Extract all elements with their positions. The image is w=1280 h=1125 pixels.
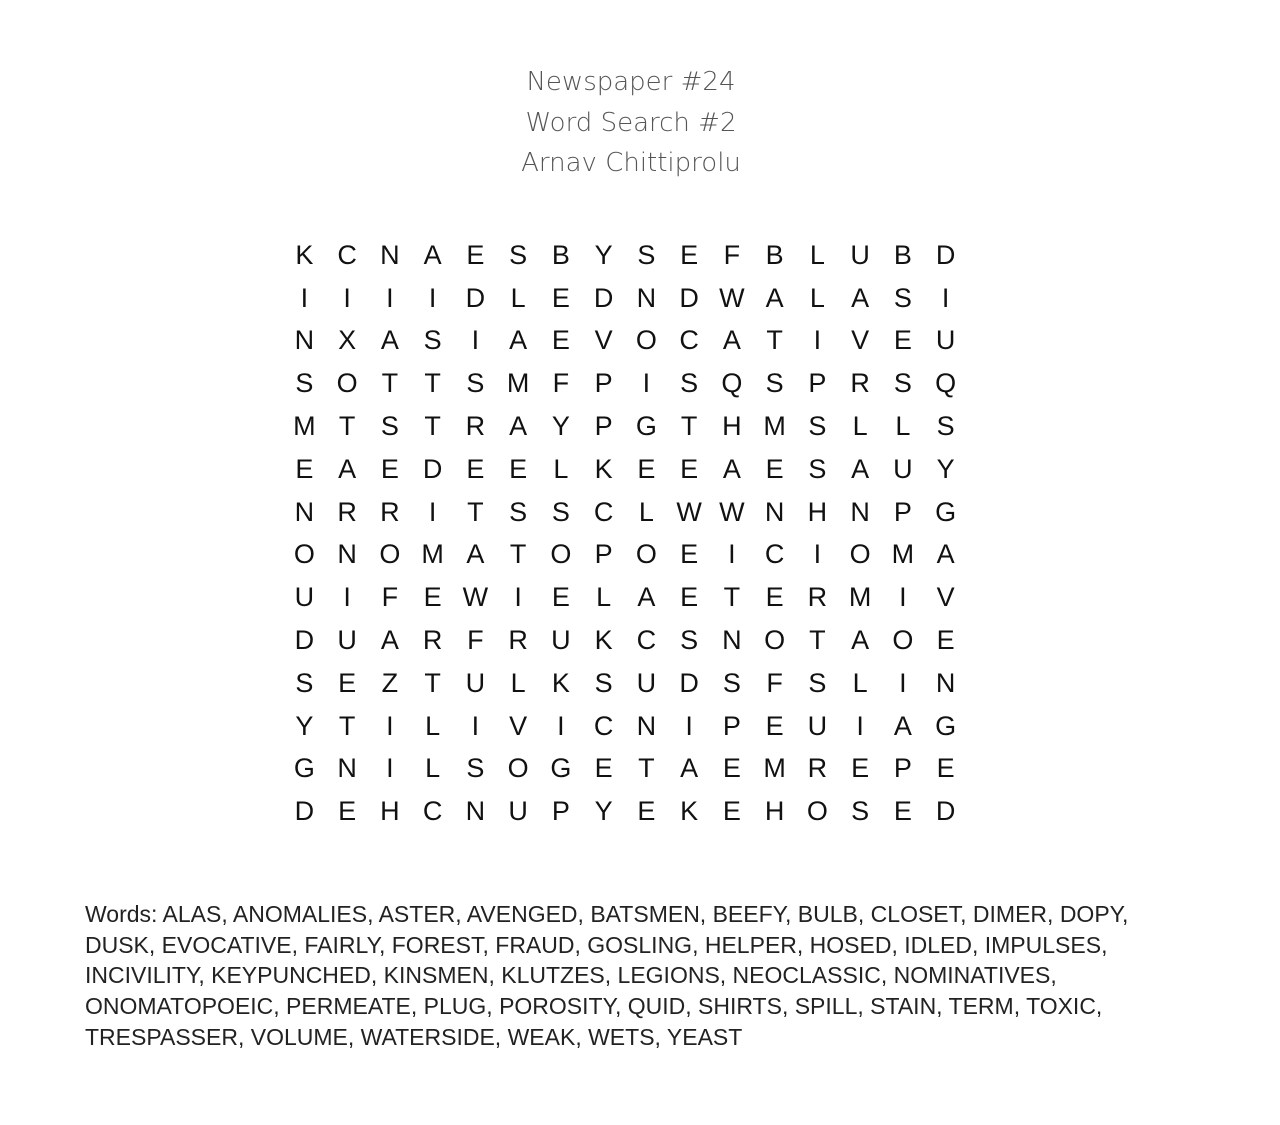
- grid-letter: E: [680, 582, 699, 613]
- grid-letter: A: [637, 582, 656, 613]
- grid-letter: S: [509, 496, 528, 527]
- grid-letter: S: [765, 368, 784, 399]
- grid-letter: N: [935, 667, 956, 698]
- grid-letter: I: [300, 282, 309, 313]
- grid-letter: S: [936, 411, 955, 442]
- grid-letter: K: [295, 239, 314, 270]
- grid-letter: L: [510, 667, 526, 698]
- grid-letter: L: [425, 710, 441, 741]
- grid-letter: U: [551, 625, 571, 656]
- grid-letter: S: [594, 667, 613, 698]
- grid-letter: A: [338, 453, 357, 484]
- grid-letter: N: [337, 753, 357, 784]
- grid-letter: R: [807, 582, 828, 613]
- grid-letter: A: [851, 282, 870, 313]
- grid-letter: I: [428, 282, 437, 313]
- grid-letter: S: [893, 368, 912, 399]
- grid-letter: L: [852, 411, 868, 442]
- grid-letter: T: [424, 667, 441, 698]
- grid-letter: P: [893, 753, 912, 784]
- grid-letter: R: [807, 753, 828, 784]
- grid-letter: L: [425, 753, 441, 784]
- grid-letter: K: [594, 453, 613, 484]
- grid-letter: E: [551, 282, 570, 313]
- grid-letter: G: [550, 753, 572, 784]
- grid-letter: Z: [381, 667, 399, 698]
- grid-letter: A: [509, 325, 528, 356]
- grid-letter: R: [850, 368, 870, 399]
- grid-letter: C: [636, 625, 657, 656]
- grid-letter: H: [807, 496, 828, 527]
- grid-letter: U: [508, 796, 528, 827]
- grid-letter: E: [722, 796, 741, 827]
- grid-letter: I: [856, 710, 864, 741]
- grid-letter: T: [338, 710, 356, 741]
- grid-letter: A: [380, 625, 399, 656]
- grid-letter: C: [337, 239, 357, 270]
- grid-letter: O: [507, 753, 529, 784]
- grid-letter: X: [338, 325, 357, 356]
- grid-letter: Y: [295, 710, 314, 741]
- grid-letter: S: [380, 411, 399, 442]
- grid-letter: O: [293, 539, 315, 570]
- grid-letter: M: [293, 411, 316, 442]
- grid-letter: E: [893, 796, 912, 827]
- grid-letter: N: [850, 496, 870, 527]
- grid-letter: A: [722, 453, 741, 484]
- grid-letter: I: [386, 710, 394, 741]
- grid-letter: A: [765, 282, 784, 313]
- grid-letter: T: [638, 753, 655, 784]
- grid-letter: I: [386, 282, 394, 313]
- grid-letter: O: [550, 539, 572, 570]
- grid-letter: O: [849, 539, 871, 570]
- grid-letter: F: [467, 625, 484, 656]
- grid-letter: E: [680, 539, 699, 570]
- grid-letter: G: [935, 496, 957, 527]
- grid-letter: M: [421, 539, 444, 570]
- grid-letter: E: [851, 753, 870, 784]
- grid-letter: L: [895, 411, 911, 442]
- grid-letter: P: [594, 368, 613, 399]
- grid-letter: C: [593, 710, 614, 741]
- grid-letter: D: [679, 282, 699, 313]
- grid-letter: L: [638, 496, 654, 527]
- grid-letter: B: [551, 239, 570, 270]
- grid-letter: E: [765, 710, 784, 741]
- grid-letter: M: [891, 539, 915, 570]
- grid-letter: I: [428, 496, 437, 527]
- grid-letter: U: [294, 582, 315, 613]
- grid-letter: E: [380, 453, 399, 484]
- grid-letter: W: [462, 582, 489, 613]
- grid-letter: P: [722, 710, 741, 741]
- grid-letter: S: [893, 282, 912, 313]
- grid-letter: R: [508, 625, 528, 656]
- grid-letter: E: [295, 453, 314, 484]
- grid-letter: O: [764, 625, 786, 656]
- grid-letter: E: [594, 753, 613, 784]
- grid-letter: N: [764, 496, 785, 527]
- grid-letter: C: [422, 796, 443, 827]
- grid-letter: N: [380, 239, 400, 270]
- grid-row: [283, 448, 967, 491]
- grid-row: [283, 534, 967, 577]
- grid-letter: D: [465, 282, 486, 313]
- grid-letter: T: [338, 411, 356, 442]
- grid-letter: V: [594, 325, 613, 356]
- grid-letter: O: [336, 368, 358, 399]
- grid-letter: I: [471, 710, 480, 741]
- grid-letter: S: [551, 496, 570, 527]
- grid-letter: S: [295, 667, 314, 698]
- newspaper-issue-title: Newspaper #24: [526, 67, 736, 97]
- grid-letter: E: [637, 796, 656, 827]
- grid-letter: Y: [594, 239, 613, 270]
- grid-letter: A: [380, 325, 399, 356]
- grid-letter: E: [680, 453, 699, 484]
- grid-letter: S: [509, 239, 528, 270]
- grid-letter: T: [723, 582, 741, 613]
- grid-letter: O: [635, 539, 657, 570]
- grid-letter: E: [680, 239, 699, 270]
- grid-letter: I: [899, 582, 907, 613]
- grid-letter: E: [936, 625, 955, 656]
- grid-row: [283, 362, 967, 405]
- grid-letter: E: [338, 667, 357, 698]
- grid-letter: C: [764, 539, 785, 570]
- grid-letter: E: [765, 453, 784, 484]
- grid-letter: G: [935, 710, 957, 741]
- puzzle-header: [0, 62, 1262, 184]
- grid-letter: H: [380, 796, 400, 827]
- grid-row: [283, 748, 967, 791]
- grid-letter: A: [851, 453, 870, 484]
- grid-letter: S: [851, 796, 870, 827]
- grid-letter: N: [465, 796, 486, 827]
- grid-letter: B: [765, 239, 784, 270]
- grid-letter: N: [294, 496, 315, 527]
- grid-letter: I: [899, 667, 907, 698]
- grid-letter: I: [386, 753, 394, 784]
- grid-letter: T: [424, 411, 441, 442]
- grid-letter: H: [722, 411, 742, 442]
- grid-letter: B: [893, 239, 912, 270]
- grid-letter: A: [851, 625, 870, 656]
- grid-letter: S: [423, 325, 442, 356]
- grid-letter: F: [552, 368, 570, 399]
- grid-letter: T: [381, 368, 399, 399]
- grid-letter: C: [679, 325, 699, 356]
- grid-letter: O: [806, 796, 828, 827]
- grid-letter: A: [893, 710, 912, 741]
- grid-letter: D: [679, 667, 699, 698]
- grid-letter: P: [808, 368, 827, 399]
- grid-letter: G: [293, 753, 315, 784]
- grid-letter: E: [551, 582, 570, 613]
- grid-letter: P: [551, 796, 570, 827]
- grid-letter: U: [337, 625, 357, 656]
- grid-letter: S: [295, 368, 314, 399]
- grid-letter: R: [465, 411, 486, 442]
- grid-letter: L: [596, 582, 612, 613]
- grid-letter: E: [423, 582, 442, 613]
- grid-row: [283, 619, 967, 662]
- grid-letter: S: [722, 667, 741, 698]
- grid-letter: D: [593, 282, 614, 313]
- grid-letter: O: [635, 325, 657, 356]
- grid-letter: W: [676, 496, 702, 527]
- grid-letter: E: [466, 239, 485, 270]
- grid-letter: N: [636, 282, 657, 313]
- grid-letter: A: [423, 239, 442, 270]
- grid-letter: M: [763, 753, 786, 784]
- grid-letter: O: [379, 539, 401, 570]
- grid-letter: M: [506, 368, 530, 399]
- grid-letter: V: [851, 325, 870, 356]
- grid-letter: N: [722, 625, 742, 656]
- grid-letter: U: [850, 239, 870, 270]
- grid-letter: Q: [721, 368, 743, 399]
- grid-letter: I: [642, 368, 651, 399]
- grid-letter: Y: [551, 411, 570, 442]
- grid-row: [283, 705, 967, 748]
- grid-letter: L: [809, 239, 825, 270]
- grid-letter: N: [294, 325, 315, 356]
- grid-letter: E: [722, 753, 741, 784]
- grid-letter: I: [813, 539, 822, 570]
- grid-letter: S: [466, 368, 485, 399]
- grid-row: [283, 234, 967, 277]
- grid-letter: K: [551, 667, 570, 698]
- grid-letter: H: [764, 796, 785, 827]
- grid-letter: K: [680, 796, 699, 827]
- grid-row: [283, 790, 967, 833]
- grid-letter: D: [935, 239, 956, 270]
- grid-row: [283, 662, 967, 705]
- grid-letter: S: [466, 753, 485, 784]
- grid-letter: F: [723, 239, 741, 270]
- grid-letter: D: [935, 796, 956, 827]
- grid-letter: E: [765, 582, 784, 613]
- grid-letter: W: [719, 282, 745, 313]
- grid-letter: A: [466, 539, 485, 570]
- grid-letter: A: [936, 539, 955, 570]
- grid-letter: P: [594, 539, 613, 570]
- grid-letter: U: [465, 667, 486, 698]
- grid-letter: V: [509, 710, 528, 741]
- grid-letter: I: [557, 710, 565, 741]
- grid-row: [283, 576, 967, 619]
- grid-letter: I: [728, 539, 736, 570]
- grid-letter: R: [337, 496, 357, 527]
- grid-letter: S: [680, 368, 699, 399]
- grid-letter: Q: [935, 368, 957, 399]
- grid-letter: I: [685, 710, 693, 741]
- grid-letter: S: [680, 625, 699, 656]
- grid-letter: S: [808, 411, 827, 442]
- grid-letter: P: [594, 411, 613, 442]
- grid-letter: T: [509, 539, 527, 570]
- grid-letter: V: [936, 582, 955, 613]
- grid-letter: D: [294, 796, 315, 827]
- grid-letter: N: [636, 710, 657, 741]
- grid-letter: M: [848, 582, 872, 613]
- grid-letter: W: [719, 496, 745, 527]
- grid-letter: K: [594, 625, 613, 656]
- grid-letter: M: [763, 411, 786, 442]
- grid-letter: A: [680, 753, 699, 784]
- grid-letter: F: [381, 582, 399, 613]
- grid-letter: E: [637, 453, 656, 484]
- grid-letter: U: [935, 325, 956, 356]
- grid-letter: L: [510, 282, 526, 313]
- grid-letter: I: [941, 282, 950, 313]
- grid-letter: S: [808, 667, 827, 698]
- grid-letter: T: [467, 496, 484, 527]
- grid-letter: F: [766, 667, 783, 698]
- grid-letter: T: [766, 325, 783, 356]
- word-list: Words: ALAS, ANOMALIES, ASTER, AVENGED, BATSMEN, BEEFY, BULB, CLOSET, DIMER, DOPY, DUSK, EVOCATIVE, FAIRLY, FOREST, FRAUD, GOSLING, HELPER, HOSED, IDLED, IMPULSES, INCIVILITY, KEYPUNCHED, KINSMEN, KLUTZES, LEGIONS, NEOCLASSIC, NOMINATIVES, ONOMATOPOEIC, PERMEATE, PLUG, POROSITY, QUID, SHIRTS, SPILL, STAIN, TERM, TOXIC, TRESPASSER, VOLUME, WATERSIDE, WEAK, WETS, YEAST: [85, 901, 1129, 1050]
- grid-row: [283, 405, 967, 448]
- grid-letter: L: [553, 453, 569, 484]
- grid-letter: R: [422, 625, 443, 656]
- grid-letter: N: [337, 539, 357, 570]
- grid-letter: E: [466, 453, 485, 484]
- grid-letter: I: [514, 582, 522, 613]
- grid-letter: D: [422, 453, 443, 484]
- grid-letter: U: [807, 710, 828, 741]
- grid-letter: U: [893, 453, 913, 484]
- grid-letter: O: [892, 625, 914, 656]
- grid-letter: I: [471, 325, 480, 356]
- puzzle-title: Word Search #2: [525, 107, 737, 138]
- grid-letter: I: [813, 325, 822, 356]
- grid-letter: E: [551, 325, 570, 356]
- grid-letter: E: [509, 453, 528, 484]
- grid-letter: E: [338, 796, 357, 827]
- grid-letter: G: [635, 411, 657, 442]
- grid-letter: U: [636, 667, 657, 698]
- grid-letter: E: [893, 325, 912, 356]
- grid-letter: C: [593, 496, 614, 527]
- grid-letter: D: [294, 625, 315, 656]
- grid-letter: E: [936, 753, 955, 784]
- grid-letter: R: [380, 496, 400, 527]
- grid-letter: P: [893, 496, 912, 527]
- grid-row: [283, 491, 967, 534]
- grid-letter: S: [808, 453, 827, 484]
- grid-letter: A: [722, 325, 741, 356]
- grid-letter: L: [809, 282, 825, 313]
- grid-letter: T: [809, 625, 826, 656]
- grid-letter: A: [509, 411, 528, 442]
- word-search-grid: [283, 234, 967, 833]
- grid-letter: I: [343, 582, 351, 613]
- author-name: Arnav Chittiprolu: [521, 148, 741, 178]
- grid-letter: T: [680, 411, 698, 442]
- grid-row: [283, 277, 967, 320]
- grid-letter: Y: [936, 453, 955, 484]
- grid-letter: S: [637, 239, 656, 270]
- grid-letter: L: [852, 667, 868, 698]
- grid-letter: Y: [594, 796, 613, 827]
- grid-letter: I: [343, 282, 351, 313]
- grid-row: [283, 320, 967, 363]
- grid-letter: T: [424, 368, 441, 399]
